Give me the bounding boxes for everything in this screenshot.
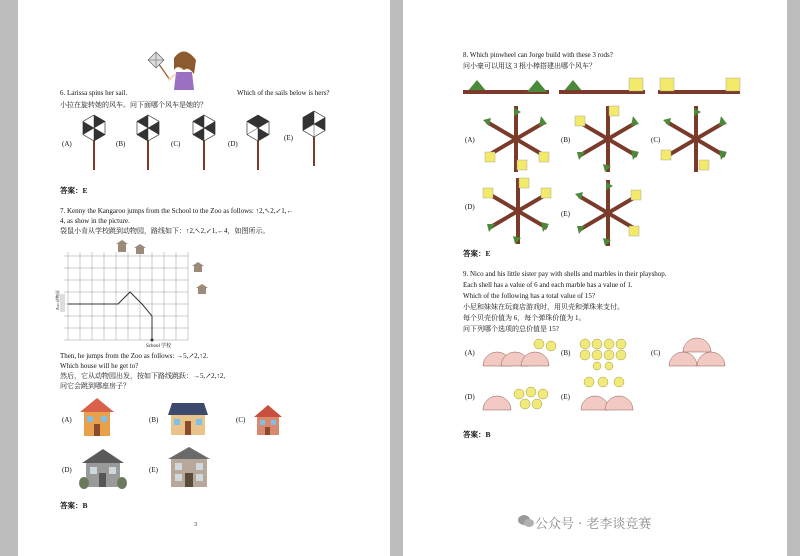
- q7-house-e-icon: [166, 447, 212, 489]
- q8-pinwheel-b: [573, 106, 643, 172]
- q7-house-b-icon: [168, 403, 208, 435]
- q6-option-c-label: (C): [171, 140, 181, 148]
- q9-option-d-label: (D): [465, 393, 475, 401]
- q7-then-zh-2: 问它会跳到哪座房子？: [60, 382, 130, 390]
- q9-option-a-items: [481, 338, 561, 368]
- q9-text-en-3: Which of the following has a total value of 15?: [463, 292, 595, 300]
- q7-option-e-label: (E): [149, 466, 158, 474]
- q7-text-en-1: 7. Kenny the Kangaroo jumps from the School to the Zoo as follows: ↑2,↖2,↙1,←: [60, 207, 294, 215]
- page-number: 3: [194, 522, 197, 528]
- q9-option-c-items: [667, 336, 737, 368]
- q9-option-c-label: (C): [651, 349, 661, 357]
- q8-pinwheel-d: [483, 178, 553, 244]
- q8-option-a-label: (A): [465, 136, 475, 144]
- q9-text-zh-3: 问下列哪个选项的总价值是 15?: [463, 325, 559, 333]
- right-page: [403, 0, 787, 556]
- wechat-icon: [518, 514, 534, 528]
- q7-zoo-label: Zoo 动物园: [55, 290, 60, 310]
- q8-pinwheel-a: [481, 106, 551, 172]
- q9-option-a-label: (A): [465, 349, 475, 357]
- q6-text-zh: 小拉在旋转她的风车。问下面哪个风车是她的？: [60, 101, 207, 109]
- q8-text-zh: 问小豪可以用这 3 根小棒搭建出哪个风车？: [463, 62, 596, 70]
- q7-text-zh: 袋鼠小肯从学校跳到动物园，路线如下：↑2,↖2,↙1,←4，如图所示。: [60, 227, 270, 235]
- q7-then-en-1: Then, he jumps from the Zoo as follows: →5,↗2,↑2.: [60, 352, 209, 360]
- q9-option-d-items: [481, 384, 561, 412]
- q8-pinwheel-e: [573, 180, 643, 246]
- q9-text-en-1: 9. Nico and his little sister pay with shells and marbles in their playshop.: [463, 270, 667, 278]
- q9-answer: 答案：B: [463, 430, 491, 439]
- q8-answer: 答案：E: [463, 249, 491, 258]
- q6-text-en: 6. Larissa spins her sail.: [60, 89, 128, 97]
- q6-pinwheel-d: [244, 114, 272, 170]
- q6-option-a-label: (A): [62, 140, 72, 148]
- q7-text-en-2: 4, as show in the picture.: [60, 217, 130, 225]
- q7-option-c-label: (C): [236, 416, 246, 424]
- q8-option-c-label: (C): [651, 136, 661, 144]
- q9-option-b-label: (B): [561, 349, 571, 357]
- q6-text-en-2: Which of the sails below is hers?: [237, 89, 330, 97]
- q7-house-c-icon: [254, 405, 282, 435]
- q6-option-d-label: (D): [228, 140, 238, 148]
- q6-pinwheel-a: [80, 114, 108, 170]
- q8-option-d-label: (D): [465, 203, 475, 211]
- q7-option-a-label: (A): [62, 416, 72, 424]
- q8-option-b-label: (B): [561, 136, 571, 144]
- q9-text-zh-1: 小尼和妹妹在玩商店游戏时，用贝壳和弹珠来支付。: [463, 303, 624, 311]
- grid-house-icon: [116, 240, 128, 252]
- q8-pinwheel-c: [661, 106, 731, 172]
- q7-then-en-2: Which house will he get to?: [60, 362, 139, 370]
- q6-pinwheel-b: [134, 114, 162, 170]
- q7-option-d-label: (D): [62, 466, 72, 474]
- q7-answer: 答案：B: [60, 501, 88, 510]
- q7-grid-map: [58, 240, 238, 350]
- q7-house-a-icon: [80, 398, 114, 436]
- q8-text-en: 8. Which pinwheel can Jorge build with these 3 rods?: [463, 51, 613, 59]
- q8-rods: [463, 74, 743, 102]
- q9-text-en-2: Each shell has a value of 6 and each marble has a value of 1.: [463, 281, 633, 289]
- q8-option-e-label: (E): [561, 210, 570, 218]
- left-page: [18, 0, 390, 556]
- q9-option-e-label: (E): [561, 393, 570, 401]
- girl-with-pinwheel-illustration: [144, 46, 204, 94]
- q6-pinwheel-e: [300, 110, 328, 166]
- q9-text-zh-2: 每个贝壳价值为 6，每个弹珠价值为 1。: [463, 314, 586, 322]
- q9-option-e-items: [577, 376, 647, 412]
- q6-answer: 答案：E: [60, 186, 88, 195]
- watermark-text: 公众号 · 老李谈竞赛: [535, 517, 652, 532]
- q6-pinwheel-c: [190, 114, 218, 170]
- q6-option-b-label: (B): [116, 140, 126, 148]
- q7-school-label: School 学校: [146, 344, 172, 349]
- q7-option-b-label: (B): [149, 416, 159, 424]
- q6-option-e-label: (E): [284, 134, 293, 142]
- q9-option-b-items: [577, 336, 637, 370]
- q7-then-zh-1: 然后，它从动物园出发，按如下路线跳跃：→5,↗2,↑2,: [60, 372, 226, 380]
- q7-house-d-icon: [80, 449, 126, 489]
